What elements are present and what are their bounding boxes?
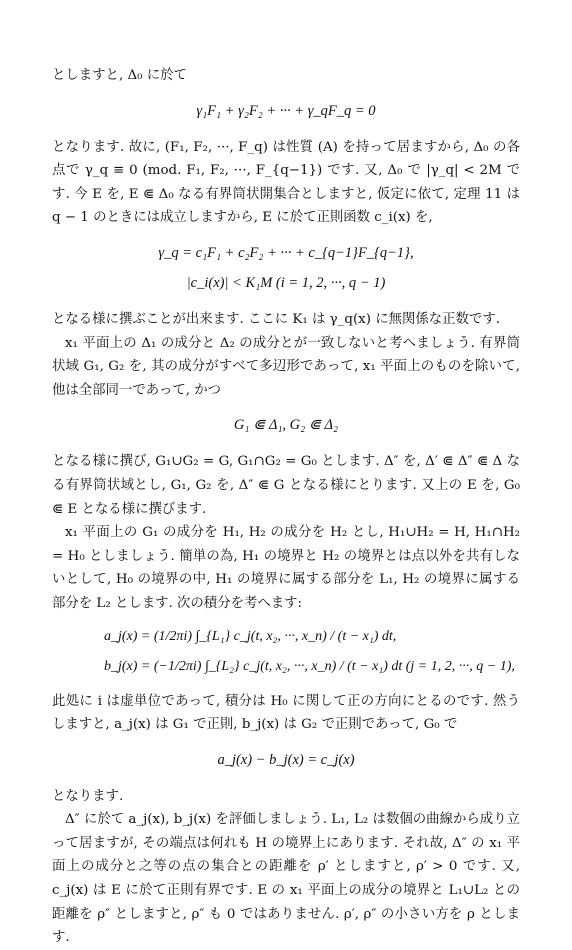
equation-1: γ₁F₁ + γ₂F₂ + ··· + γ_qF_q = 0 — [196, 102, 376, 119]
equation-5 — [104, 622, 520, 682]
paragraph-9: Δ″ に於て a_j(x), b_j(x) を評価しましょう. L₁, L₂ は数個の曲線から成り立って居ますが, その端点は何れも H の境界上にあります. それ故, Δ″ の x₁ 平面上の成分と之等の点の集合との距離を ρ′ としますと, ρ′ > 0 です. 又, c_j(x) は E に於て正則有界です. E の x₁ 平面上の成分の境界と L₁∪L₂ との距離を ρ″ としますと, ρ″ も 0 ではありません. ρ′, ρ″ の小さい方を ρ とします. — [52, 812, 520, 946]
equation-5a: a_j(x) = (1/2πi) ∫_{L₁} c_j(t, x₂, ···, x_n) / (t − x₁) dt, — [104, 628, 397, 644]
paragraph-6: x₁ 平面上の G₁ の成分を H₁, H₂ の成分を H₂ とし, H₁∪H₂ = H, H₁∩H₂ = H₀ としましょう. 簡単の為, H₁ の境界と H₂ の境界とは点以外を共有しないとして, H₀ の境界の中, H₁ の境界に属する部分を L₁, H₂ の境界に属する部分を L₂ とします. 次の積分を考へます: — [52, 525, 520, 611]
paragraph-2: となります. 故に, (F₁, F₂, ···, F_q) は性質 (A) を持って居ますから, Δ₀ の各点で γ_q ≡ 0 (mod. F₁, F₂, ···, F_{q−1}) です. 又, Δ₀ で |γ_q| < 2M です. 今 E を, E ⋐ Δ₀ なる有界筒状開集合としますと, 仮定に依て, 定理 11 は q − 1 のときには成立しますから, E に於て正則函数 c_i(x) を, — [52, 139, 520, 226]
paragraph-1: としますと, Δ₀ に於て — [52, 68, 187, 83]
paragraph-4: x₁ 平面上の Δ₁ の成分と Δ₂ の成分とが一致しないと考へましょう. 有界筒状域 G₁, G₂ を, 其の成分がすべて多辺形であって, x₁ 平面上のものを除いて, 他は全部同一であって, かつ — [52, 335, 520, 398]
equation-2: γ_q = c₁F₁ + c₂F₂ + ··· + c_{q−1}F_{q−1}, — [158, 244, 414, 261]
paragraph-8: となります. — [52, 788, 124, 804]
paragraph-5: となる様に撰び, G₁∪G₂ = G, G₁∩G₂ = G₀ とします. Δ″ を, Δ′ ⋐ Δ″ ⋐ Δ なる有界筒状域とし, G₁, G₂ を, Δ″ ⋐ G となる様にとります. 又上の E を, G₀ ⋐ E となる様に撰びます. — [52, 454, 520, 517]
paragraph-7: 此処に i は虚単位であって, 積分は H₀ に関して正の方向にとるのです. 然うしますと, a_j(x) は G₁ で正則, b_j(x) は G₂ で正則であって, G₀ で — [52, 693, 520, 733]
equation-4: G₁ ⋐ Δ₁, G₂ ⋐ Δ₂ — [233, 417, 339, 434]
equation-6: a_j(x) − b_j(x) = c_j(x) — [217, 751, 355, 768]
equation-5b: b_j(x) = (−1/2πi) ∫_{L₂} c_j(t, x₂, ···, x_n) / (t − x₁) dt (j = 1, 2, ···, q − 1), — [104, 658, 515, 674]
equation-3: |c_i(x)| < K₁M (i = 1, 2, ···, q − 1) — [186, 274, 386, 291]
paragraph-3: となる様に撰ぶことが出来ます. ここに K₁ は γ_q(x) に無関係な正数です. — [52, 311, 500, 327]
